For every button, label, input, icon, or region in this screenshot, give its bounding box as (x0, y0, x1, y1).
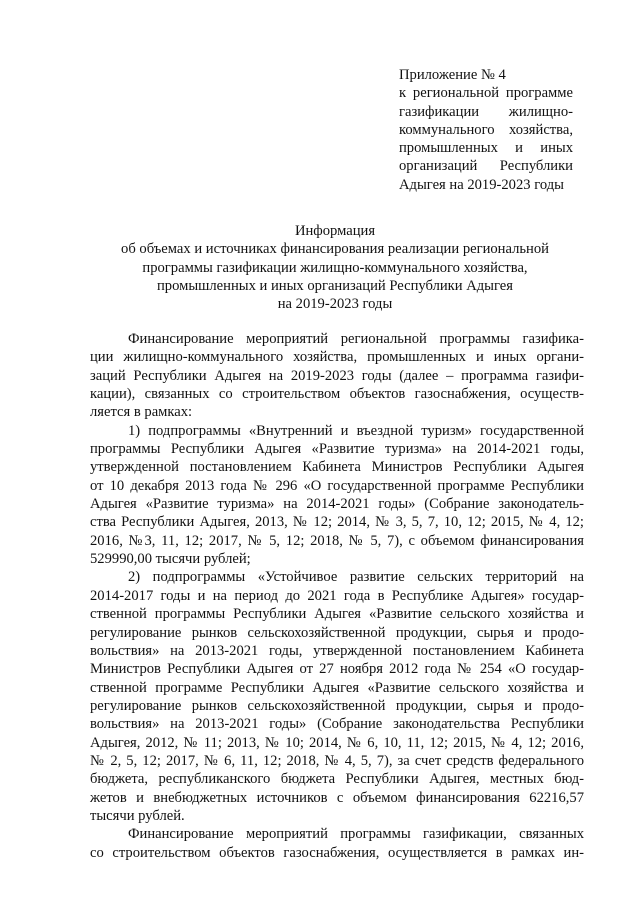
body-line: вольствия» на 2013-2021 годы, утвержденной постановлением Кабинета (90, 642, 584, 659)
body-line: ства Республики Адыгея, 2013, № 12; 2014, № 3, 5, 7, 10, 12; 2015, № 4, 12; (90, 514, 584, 531)
document-title (86, 222, 584, 313)
body-line: от 10 декабря 2013 года № 296 «О государственной программе Республики (90, 477, 584, 494)
title-line: Информация (294, 223, 376, 239)
body-line: заций Республики Адыгея на 2019-2023 годы (далее – программа газифи- (90, 367, 584, 384)
appendix-line: Адыгея на 2019-2023 годы (399, 176, 564, 193)
body-line: 1) подпрограммы «Внутренний и въездной туризм» государственной (128, 422, 584, 439)
body-line: 529990,00 тысячи рублей; (90, 551, 251, 568)
appendix-line: газификации жилищно- (399, 103, 573, 120)
body-line: вольствия» на 2013-2021 годы» (Собрание законодательства Республики (90, 716, 584, 733)
body-line: Адыгея, 2012, № 11; 2013, № 10; 2014, № 6, 10, 11, 12; 2015, № 4, 12; 2016, (90, 734, 584, 751)
appendix-heading (399, 66, 573, 194)
title-line: промышленных и иных организаций Республики Адыгея (157, 277, 513, 294)
body-line: со строительством объектов газоснабжения, осуществляется в рамках ин- (90, 844, 584, 861)
body-line: регулирование рынков сельскохозяйственной продукции, сырья и продо- (90, 697, 584, 714)
body-line: ляется в рамках: (90, 404, 193, 421)
body-line: ственной программе Республики Адыгея «Развитие сельского хозяйства и (90, 679, 584, 696)
body-line: бюджета, республиканского бюджета Республики Адыгея, местных бюд- (90, 771, 584, 788)
body-line: тысячи рублей. (90, 807, 185, 824)
body-line: кации), связанных со строительством объектов газоснабжения, осуществ- (90, 386, 584, 403)
body-line: № 2, 5, 12; 2017, № 6, 11, 12; 2018, № 4, 5, 7), за счет средств федерального (90, 752, 584, 769)
body-line: 2014-2017 годы и на период до 2021 года в Республике Адыгея» государ- (90, 587, 584, 604)
body-line: Министров Республики Адыгея от 27 ноября 2012 года № 254 «О государ- (90, 661, 584, 678)
body-line: 2016, №3, 11, 12; 2017, № 5, 12; 2018, № 5, 7), с объемом финансирования (90, 532, 584, 549)
appendix-line: коммунального хозяйства, (399, 121, 573, 138)
appendix-line: к региональной программе (399, 85, 573, 102)
body-line: 2) подпрограммы «Устойчивое развитие сельских территорий на (128, 569, 584, 586)
body-line: Адыгея «Развитие туризма» на 2014-2021 годы» (Собрание законодатель- (90, 496, 584, 513)
appendix-line: организаций Республики (399, 158, 573, 175)
title-line: на 2019-2023 годы (277, 296, 393, 313)
body-line: ственной программы Республики Адыгея «Развитие сельского хозяйства и (90, 606, 584, 623)
title-line: программы газификации жилищно-коммунального хозяйства, (142, 259, 528, 276)
body-line: программы Республики Адыгея «Развитие туризма» на 2014-2021 годы, (90, 441, 584, 458)
body-line: Финансирование мероприятий программы газификации, связанных (128, 826, 584, 843)
appendix-line: промышленных и иных (399, 140, 573, 157)
title-line: об объемах и источниках финансирования реализации региональной (121, 241, 549, 258)
document-body (90, 330, 584, 862)
body-line: Финансирование мероприятий региональной программы газифика- (128, 331, 584, 347)
body-line: ции жилищно-коммунального хозяйства, промышленных и иных органи- (90, 349, 584, 366)
appendix-line: Приложение № 4 (399, 67, 506, 83)
body-line: жетов и внебюджетных источников с объемом финансирования 62216,57 (90, 789, 584, 806)
body-line: регулирование рынков сельскохозяйственной продукции, сырья и продо- (90, 624, 584, 641)
body-line: утвержденной постановлением Кабинета Министров Республики Адыгея (90, 459, 584, 476)
